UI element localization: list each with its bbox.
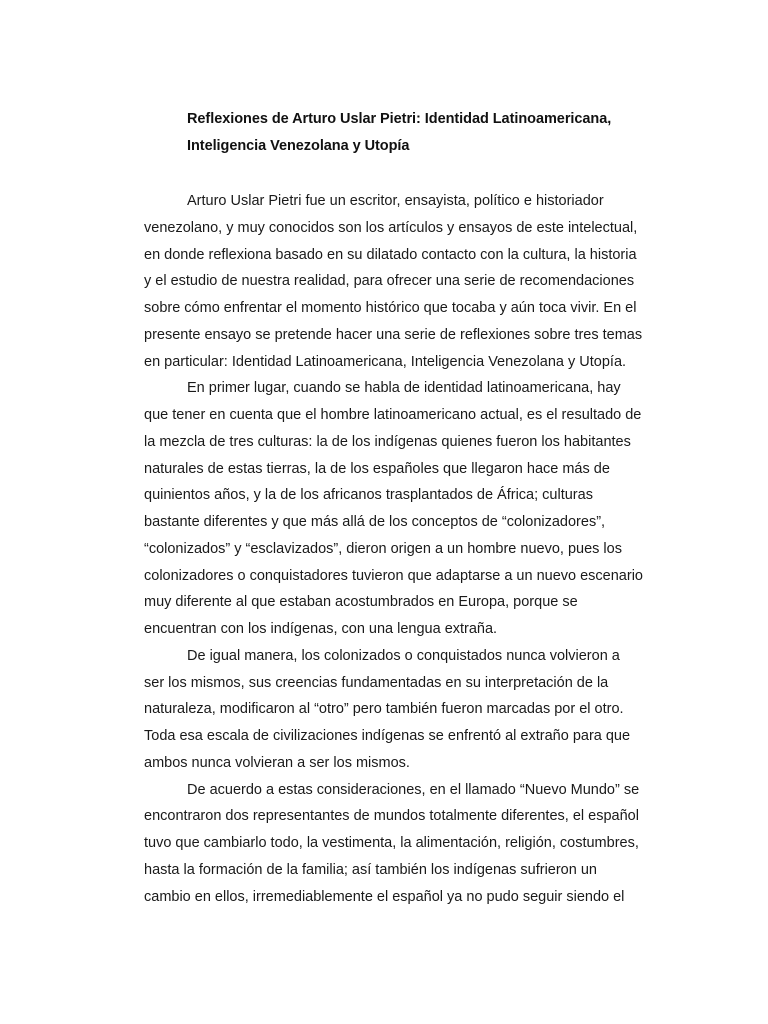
- paragraph-line: presente ensayo se pretende hacer una serie de reflexiones sobre tres temas: [144, 326, 643, 343]
- document-title: [187, 106, 667, 159]
- document-body: [144, 188, 664, 910]
- paragraph-line: encuentran con los indígenas, con una lengua extraña.: [144, 621, 498, 637]
- paragraph-line: sobre cómo enfrentar el momento histórico que tocaba y aún toca vivir. En el: [144, 300, 637, 316]
- paragraph-line: encontraron dos representantes de mundos totalmente diferentes, el español: [144, 808, 639, 825]
- paragraph-line: naturaleza, modificaron al “otro” pero también fueron marcadas por el otro.: [144, 701, 624, 718]
- paragraph-line: En primer lugar, cuando se habla de identidad latinoamericana, hay: [187, 380, 621, 397]
- title-line: Reflexiones de Arturo Uslar Pietri: Identidad Latinoamericana,: [187, 111, 612, 127]
- paragraph-line: en particular: Identidad Latinoamericana, Inteligencia Venezolana y Utopía.: [144, 353, 627, 370]
- paragraph-line: en donde reflexiona basado en su dilatado contacto con la cultura, la historia: [144, 246, 637, 263]
- paragraph-line: tuvo que cambiarlo todo, la vestimenta, la alimentación, religión, costumbres,: [144, 835, 639, 851]
- paragraph-line: ser los mismos, sus creencias fundamentadas en su interpretación de la: [144, 674, 609, 691]
- title-line: Inteligencia Venezolana y Utopía: [187, 137, 410, 154]
- paragraph: [144, 375, 664, 643]
- paragraph-line: De acuerdo a estas consideraciones, en el llamado “Nuevo Mundo” se: [187, 781, 640, 798]
- paragraph-line: la mezcla de tres culturas: la de los indígenas quienes fueron los habitantes: [144, 433, 631, 450]
- paragraph-line: bastante diferentes y que más allá de los conceptos de “colonizadores”,: [144, 514, 606, 530]
- paragraph-line: De igual manera, los colonizados o conquistados nunca volvieron a: [187, 647, 620, 664]
- paragraph: [144, 777, 664, 911]
- paragraph: [144, 643, 664, 777]
- paragraph-line: muy diferente al que estaban acostumbrados en Europa, porque se: [144, 594, 578, 611]
- paragraph-line: Toda esa escala de civilizaciones indígenas se enfrentó al extraño para que: [144, 728, 631, 744]
- paragraph-line: cambio en ellos, irremediablemente el español ya no pudo seguir siendo el: [144, 888, 625, 905]
- paragraph-line: “colonizados” y “esclavizados”, dieron origen a un hombre nuevo, pues los: [144, 540, 622, 557]
- paragraph-line: que tener en cuenta que el hombre latinoamericano actual, es el resultado de: [144, 407, 642, 423]
- paragraph-line: Arturo Uslar Pietri fue un escritor, ensayista, político e historiador: [187, 193, 604, 209]
- paragraph-line: venezolano, y muy conocidos son los artículos y ensayos de este intelectual,: [144, 219, 638, 236]
- paragraph-line: ambos nunca volvieran a ser los mismos.: [144, 754, 410, 771]
- paragraph-line: naturales de estas tierras, la de los españoles que llegaron hace más de: [144, 460, 610, 477]
- paragraph-line: quinientos años, y la de los africanos trasplantados de África; culturas: [144, 487, 593, 504]
- paragraph-line: colonizadores o conquistadores tuvieron que adaptarse a un nuevo escenario: [144, 567, 643, 584]
- paragraph-line: hasta la formación de la familia; así también los indígenas sufrieron un: [144, 861, 597, 878]
- paragraph: [144, 188, 664, 375]
- paragraph-line: y el estudio de nuestra realidad, para ofrecer una serie de recomendaciones: [144, 273, 635, 290]
